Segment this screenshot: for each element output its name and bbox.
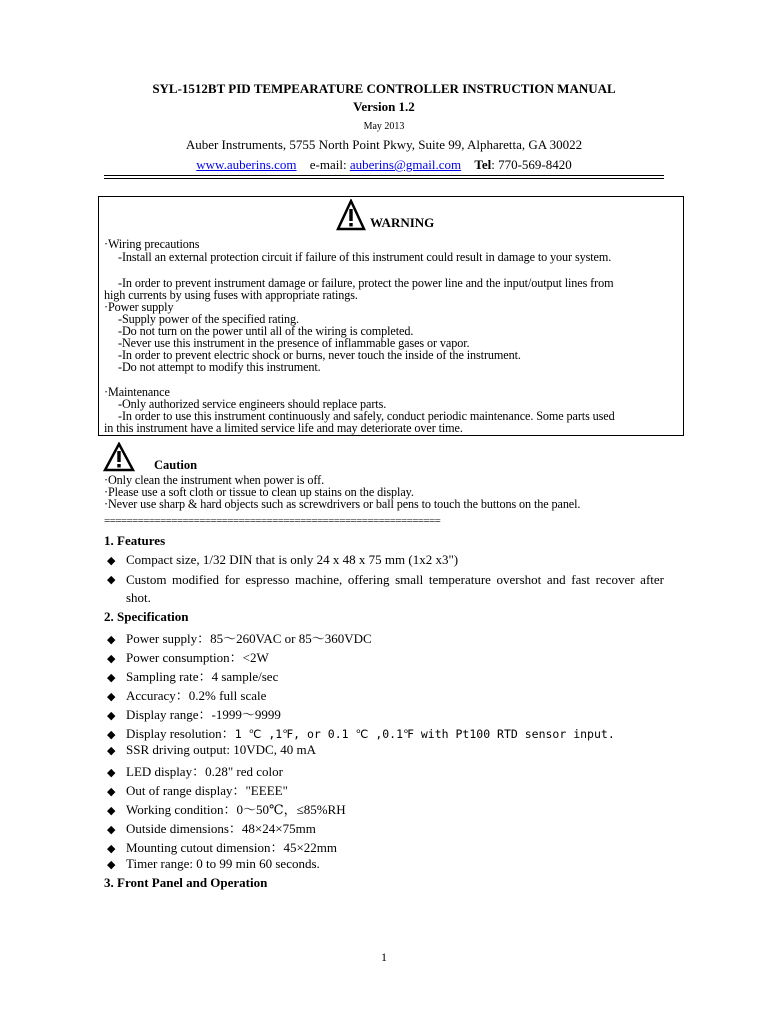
page-number: 1 — [381, 950, 387, 964]
website-link[interactable]: www.auberins.com — [196, 157, 297, 172]
list-item: ◆ Display resolution：1 ℃ ,1℉, or 0.1 ℃ ,0.1℉ with Pt100 RTD sensor input. — [107, 726, 615, 741]
warning-line: -Only authorized service engineers should replace parts. — [118, 397, 387, 411]
document-version: Version 1.2 — [353, 99, 415, 114]
warning-line: ·Wiring precautions — [104, 237, 200, 251]
warning-line: -In order to use this instrument continuously and safely, conduct periodic maintenance. Some parts used — [118, 409, 615, 423]
caution-line: ·Never use sharp & hard objects such as screwdrivers or ball pens to touch the buttons on the panel. — [104, 497, 581, 511]
header-divider — [104, 175, 664, 176]
specification-heading: 2. Specification — [104, 609, 189, 624]
list-item: ◆ Outside dimensions：48×24×75mm — [107, 821, 316, 836]
bullet-icon: ◆ — [107, 859, 116, 871]
warning-line: -Do not attempt to modify this instrument. — [118, 360, 321, 374]
bullet-icon: ◆ — [107, 805, 116, 817]
bullet-icon: ◆ — [107, 672, 116, 684]
bullet-icon: ◆ — [107, 691, 116, 703]
warning-line: -Never use this instrument in the presence of inflammable gases or vapor. — [118, 336, 470, 350]
caution-line: ·Please use a soft cloth or tissue to clean up stains on the display. — [104, 485, 414, 499]
bullet-icon: ◆ — [107, 786, 116, 798]
warning-line: high currents by using fuses with appropriate ratings. — [104, 288, 358, 302]
list-item: ◆ Out of range display："EEEE" — [107, 783, 288, 798]
front-panel-heading: 3. Front Panel and Operation — [104, 875, 268, 890]
warning-line: -Install an external protection circuit if failure of this instrument could result in damage to your system. — [118, 250, 612, 264]
caution-title: Caution — [154, 458, 198, 472]
list-item: ◆ LED display：0.28" red color — [107, 764, 283, 779]
warning-line: ·Maintenance — [104, 385, 170, 399]
document-date: May 2013 — [363, 121, 405, 132]
caution-line: ·Only clean the instrument when power is off. — [104, 473, 325, 487]
list-item: ◆ Power consumption：<2W — [107, 650, 269, 665]
warning-title: WARNING — [370, 215, 435, 230]
warning-line: in this instrument have a limited service life and may deteriorate over time. — [104, 421, 463, 435]
list-item: ◆ Accuracy：0.2% full scale — [107, 688, 267, 703]
list-item: ◆ Working condition：0～50℃，≤85%RH — [107, 802, 346, 817]
list-item-continuation: shot. — [126, 590, 151, 605]
list-item: ◆ Sampling rate：4 sample/sec — [107, 669, 279, 684]
bullet-icon: ◆ — [107, 729, 116, 741]
company-address: Auber Instruments, 5755 North Point Pkwy, Suite 99, Alpharetta, GA 30022 — [185, 137, 583, 152]
tel-number: : 770-569-8420 — [491, 157, 572, 172]
bullet-icon: ◆ — [107, 634, 116, 646]
list-item: ◆ Power supply：85～260VAC or 85～360VDC — [107, 631, 372, 646]
bullet-icon: ◆ — [107, 824, 116, 836]
warning-line: -In order to prevent instrument damage or failure, protect the power line and the input/output lines from — [118, 276, 614, 290]
bullet-icon: ◆ — [107, 574, 116, 586]
caution-icon — [103, 442, 135, 472]
tel-label: Tel — [474, 157, 492, 172]
list-item: ◆ Timer range: 0 to 99 min 60 seconds. — [107, 856, 320, 871]
bullet-icon: ◆ — [107, 767, 116, 779]
email-label: e-mail: — [309, 157, 347, 172]
email-link[interactable]: auberins@gmail.com — [349, 157, 462, 172]
list-item: ◆ SSR driving output: 10VDC, 40 mA — [107, 742, 316, 757]
warning-line: -Do not turn on the power until all of the wiring is completed. — [118, 324, 414, 338]
caution-icon-wrap — [103, 442, 135, 477]
bullet-icon: ◆ — [107, 745, 116, 757]
bullet-icon: ◆ — [107, 555, 116, 567]
warning-line: ·Power supply — [104, 300, 174, 314]
warning-line: -Supply power of the specified rating. — [118, 312, 299, 326]
warning-line: -In order to prevent electric shock or burns, never touch the inside of the instrument. — [118, 348, 521, 362]
contact-line — [0, 157, 768, 173]
list-item: ◆ Mounting cutout dimension：45×22mm — [107, 840, 337, 855]
separator-line: ============================================================ — [104, 515, 441, 527]
list-item-text: Custom modified for espresso machine, offering small temperature overshot and fast recover after — [126, 572, 664, 587]
bullet-icon: ◆ — [107, 710, 116, 722]
document-title: SYL-1512BT PID TEMPEARATURE CONTROLLER INSTRUCTION MANUAL — [152, 81, 616, 96]
bullet-icon: ◆ — [107, 843, 116, 855]
header-divider-double — [104, 178, 664, 179]
list-item: ◆ Display range：-1999～9999 — [107, 707, 281, 722]
bullet-icon: ◆ — [107, 653, 116, 665]
list-item: ◆ Compact size, 1/32 DIN that is only 24 x 48 x 75 mm (1x2 x3") — [107, 552, 459, 567]
warning-icon — [336, 199, 366, 231]
features-heading: 1. Features — [104, 533, 166, 548]
warning-heading — [336, 199, 435, 231]
